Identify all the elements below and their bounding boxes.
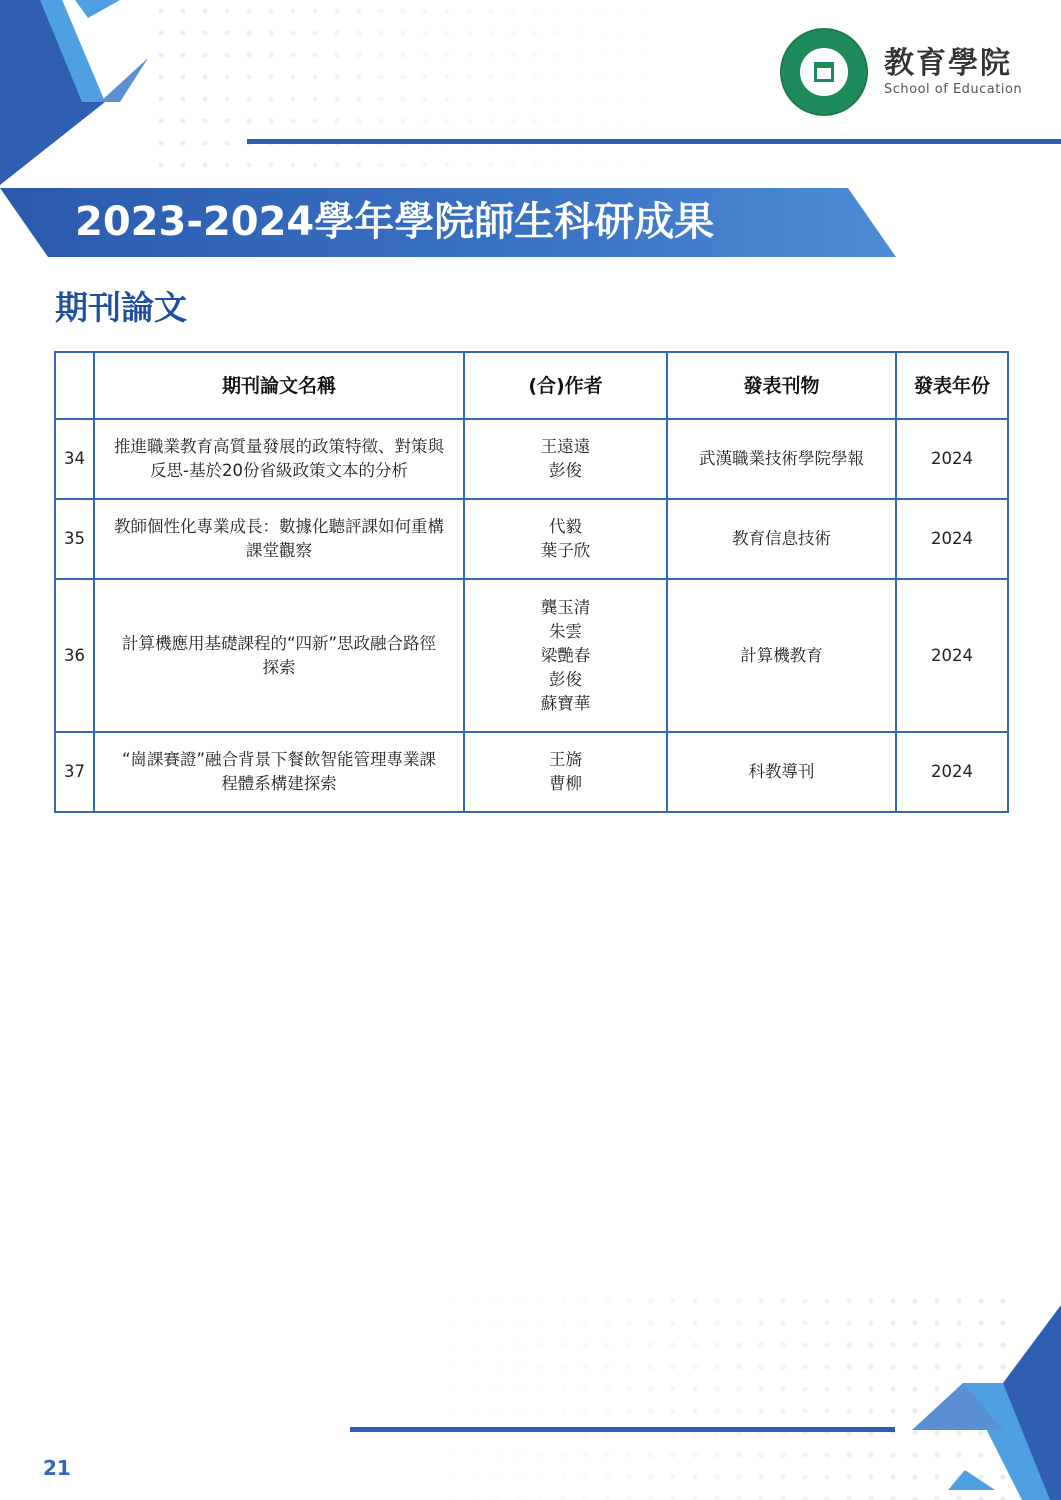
paper-year: 2024 <box>896 579 1008 732</box>
table-row <box>55 499 1008 579</box>
row-index: 34 <box>55 419 94 499</box>
logo-title: 教育學院 <box>884 46 1012 81</box>
paper-title: 計算機應用基礎課程的“四新”思政融合路徑 探索 <box>94 579 464 732</box>
header-journal: 發表刊物 <box>667 352 896 419</box>
footer-rule <box>350 1427 895 1432</box>
header-title: 期刊論文名稱 <box>94 352 464 419</box>
paper-year: 2024 <box>896 419 1008 499</box>
school-logo <box>780 28 1040 118</box>
paper-authors: 王旖 曹柳 <box>464 732 667 812</box>
dot-pattern-bottom <box>420 1290 1020 1500</box>
table-row <box>55 732 1008 812</box>
table-row <box>55 579 1008 732</box>
page-title: 2023-2024學年學院師生科研成果 <box>75 199 715 245</box>
paper-title: 教師個性化專業成長：數據化聽評課如何重構 課堂觀察 <box>94 499 464 579</box>
row-index: 37 <box>55 732 94 812</box>
header-authors: (合)作者 <box>464 352 667 419</box>
row-index: 35 <box>55 499 94 579</box>
paper-year: 2024 <box>896 732 1008 812</box>
paper-authors: 龔玉清 朱雲 梁艷春 彭俊 蘇寶華 <box>464 579 667 732</box>
section-title: 期刊論文 <box>55 288 187 327</box>
journal-papers-table <box>54 351 1009 813</box>
university-seal-icon <box>780 28 868 116</box>
page-number: 21 <box>43 1456 71 1480</box>
paper-journal: 科教導刊 <box>667 732 896 812</box>
header-year: 發表年份 <box>896 352 1008 419</box>
corner-decoration-top-left <box>0 0 200 200</box>
row-index: 36 <box>55 579 94 732</box>
paper-journal: 武漢職業技術學院學報 <box>667 419 896 499</box>
paper-journal: 教育信息技術 <box>667 499 896 579</box>
paper-journal: 計算機教育 <box>667 579 896 732</box>
paper-year: 2024 <box>896 499 1008 579</box>
header-rule <box>247 139 1061 144</box>
table-header-row <box>55 352 1008 419</box>
paper-authors: 王遠遠 彭俊 <box>464 419 667 499</box>
header-index <box>55 352 94 419</box>
logo-subtitle: School of Education <box>884 82 1023 97</box>
paper-authors: 代毅 葉子欣 <box>464 499 667 579</box>
table-row <box>55 419 1008 499</box>
paper-title: 推進職業教育高質量發展的政策特徵、對策與 反思-基於20份省級政策文本的分析 <box>94 419 464 499</box>
dot-pattern-top <box>150 0 670 175</box>
paper-title: “崗課賽證”融合背景下餐飲智能管理專業課 程體系構建探索 <box>94 732 464 812</box>
